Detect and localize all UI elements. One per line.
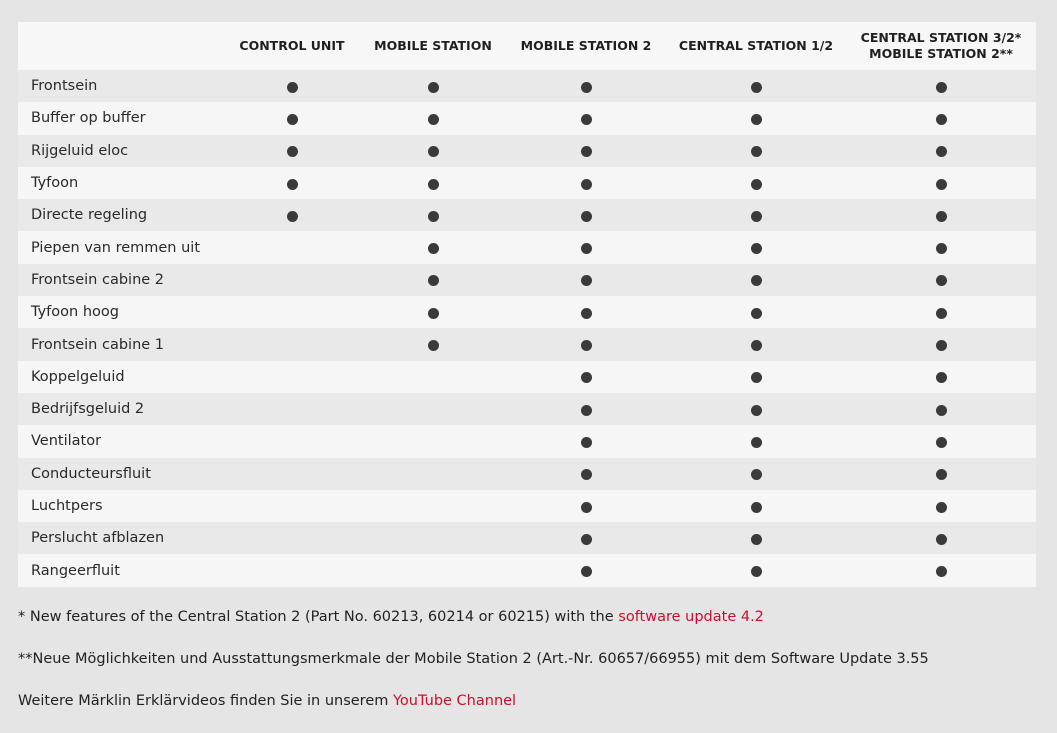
support-cell — [666, 458, 846, 490]
supported-dot-icon — [936, 179, 947, 190]
supported-dot-icon — [581, 82, 592, 93]
table-row — [18, 522, 1036, 554]
supported-dot-icon — [581, 275, 592, 286]
supported-dot-icon — [581, 502, 592, 513]
supported-dot-icon — [936, 469, 947, 480]
support-cell — [360, 425, 506, 457]
supported-dot-icon — [581, 469, 592, 480]
support-cell — [224, 102, 360, 134]
supported-dot-icon — [751, 534, 762, 545]
supported-dot-icon — [751, 437, 762, 448]
support-cell — [666, 102, 846, 134]
support-cell — [506, 70, 666, 102]
footnote-central-station-text: * New features of the Central Station 2 (Part No. 60213, 60214 or 60215) with the — [18, 609, 619, 625]
feature-name: Directe regeling — [31, 207, 148, 224]
support-cell — [506, 167, 666, 199]
support-cell — [846, 554, 1036, 586]
support-cell — [360, 490, 506, 522]
table-row — [18, 264, 1036, 296]
supported-dot-icon — [428, 211, 439, 222]
table-row — [18, 458, 1036, 490]
header-corner-cell — [18, 22, 224, 70]
column-header-control-unit: CONTROL UNIT — [239, 38, 345, 53]
supported-dot-icon — [936, 340, 947, 351]
table-row — [18, 490, 1036, 522]
supported-dot-icon — [936, 534, 947, 545]
supported-dot-icon — [936, 211, 947, 222]
supported-dot-icon — [428, 146, 439, 157]
support-cell — [506, 458, 666, 490]
support-cell — [846, 361, 1036, 393]
supported-dot-icon — [751, 275, 762, 286]
table-row — [18, 361, 1036, 393]
supported-dot-icon — [936, 502, 947, 513]
supported-dot-icon — [751, 308, 762, 319]
footnote-mobile-station-text: **Neue Möglichkeiten und Ausstattungsmerkmale der Mobile Station 2 (Art.-Nr. 60657/66955) mit dem Software Update 3.55 — [18, 651, 929, 667]
footnote-mobile-station — [18, 648, 1038, 690]
support-cell — [846, 522, 1036, 554]
support-cell — [360, 167, 506, 199]
table-row — [18, 135, 1036, 167]
support-cell — [846, 135, 1036, 167]
supported-dot-icon — [287, 211, 298, 222]
footnotes — [18, 606, 1038, 732]
supported-dot-icon — [428, 275, 439, 286]
supported-dot-icon — [581, 405, 592, 416]
support-cell — [224, 328, 360, 360]
supported-dot-icon — [936, 437, 947, 448]
supported-dot-icon — [936, 405, 947, 416]
support-cell — [846, 458, 1036, 490]
supported-dot-icon — [428, 243, 439, 254]
supported-dot-icon — [428, 308, 439, 319]
supported-dot-icon — [428, 340, 439, 351]
supported-dot-icon — [751, 146, 762, 157]
supported-dot-icon — [581, 437, 592, 448]
supported-dot-icon — [936, 114, 947, 125]
support-cell — [224, 264, 360, 296]
support-cell — [224, 361, 360, 393]
support-cell — [666, 264, 846, 296]
support-cell — [506, 102, 666, 134]
supported-dot-icon — [581, 146, 592, 157]
support-cell — [506, 522, 666, 554]
supported-dot-icon — [751, 211, 762, 222]
table-row — [18, 393, 1036, 425]
table-row — [18, 296, 1036, 328]
software-update-link[interactable]: software update 4.2 — [618, 609, 764, 625]
support-cell — [846, 296, 1036, 328]
support-cell — [666, 135, 846, 167]
supported-dot-icon — [581, 179, 592, 190]
table-row — [18, 199, 1036, 231]
supported-dot-icon — [287, 179, 298, 190]
supported-dot-icon — [751, 114, 762, 125]
support-cell — [360, 554, 506, 586]
support-cell — [666, 296, 846, 328]
support-cell — [360, 393, 506, 425]
footnote-videos — [18, 690, 1038, 732]
table-row — [18, 167, 1036, 199]
support-cell — [360, 296, 506, 328]
support-cell — [666, 199, 846, 231]
supported-dot-icon — [936, 566, 947, 577]
support-cell — [506, 393, 666, 425]
support-cell — [506, 264, 666, 296]
support-cell — [360, 199, 506, 231]
support-cell — [846, 328, 1036, 360]
support-cell — [846, 70, 1036, 102]
support-cell — [666, 328, 846, 360]
supported-dot-icon — [751, 340, 762, 351]
support-cell — [360, 522, 506, 554]
feature-name: Tyfoon — [31, 175, 79, 192]
support-cell — [666, 554, 846, 586]
support-cell — [360, 458, 506, 490]
supported-dot-icon — [751, 566, 762, 577]
support-cell — [360, 328, 506, 360]
support-cell — [506, 328, 666, 360]
support-cell — [666, 490, 846, 522]
feature-name: Piepen van remmen uit — [31, 239, 201, 256]
supported-dot-icon — [936, 82, 947, 93]
feature-name: Rijgeluid eloc — [31, 142, 129, 159]
support-cell — [506, 425, 666, 457]
feature-name: Bedrijfsgeluid 2 — [31, 401, 145, 418]
table-row — [18, 70, 1036, 102]
supported-dot-icon — [936, 372, 947, 383]
support-cell — [224, 458, 360, 490]
support-cell — [224, 393, 360, 425]
support-cell — [506, 231, 666, 263]
footnote-central-station — [18, 606, 1038, 648]
supported-dot-icon — [751, 243, 762, 254]
supported-dot-icon — [581, 372, 592, 383]
supported-dot-icon — [581, 243, 592, 254]
supported-dot-icon — [581, 534, 592, 545]
column-header-central-station-32: CENTRAL STATION 3/2* MOBILE STATION 2** — [860, 30, 1022, 61]
supported-dot-icon — [428, 179, 439, 190]
support-cell — [506, 135, 666, 167]
feature-name: Buffer op buffer — [31, 110, 146, 127]
support-cell — [846, 490, 1036, 522]
feature-comparison-table — [18, 22, 1036, 587]
support-cell — [224, 425, 360, 457]
support-cell — [224, 522, 360, 554]
support-cell — [224, 167, 360, 199]
supported-dot-icon — [751, 82, 762, 93]
support-cell — [360, 361, 506, 393]
support-cell — [506, 554, 666, 586]
table-row — [18, 328, 1036, 360]
support-cell — [360, 70, 506, 102]
column-header-central-station-12: CENTRAL STATION 1/2 — [678, 38, 834, 53]
supported-dot-icon — [428, 82, 439, 93]
supported-dot-icon — [751, 179, 762, 190]
table-row — [18, 425, 1036, 457]
support-cell — [360, 231, 506, 263]
supported-dot-icon — [428, 114, 439, 125]
column-header-mobile-station-2: MOBILE STATION 2 — [520, 38, 652, 53]
table-row — [18, 231, 1036, 263]
supported-dot-icon — [936, 146, 947, 157]
supported-dot-icon — [581, 211, 592, 222]
table-row — [18, 554, 1036, 586]
supported-dot-icon — [936, 275, 947, 286]
support-cell — [360, 135, 506, 167]
support-cell — [666, 70, 846, 102]
support-cell — [506, 490, 666, 522]
support-cell — [666, 522, 846, 554]
support-cell — [360, 264, 506, 296]
feature-name: Conducteursfluit — [31, 465, 151, 482]
column-header-mobile-station: MOBILE STATION — [374, 38, 492, 53]
supported-dot-icon — [581, 566, 592, 577]
support-cell — [506, 199, 666, 231]
youtube-channel-link[interactable]: YouTube Channel — [392, 693, 517, 709]
table-header-row — [18, 22, 1036, 70]
support-cell — [224, 70, 360, 102]
support-cell — [666, 231, 846, 263]
supported-dot-icon — [751, 372, 762, 383]
support-cell — [846, 393, 1036, 425]
supported-dot-icon — [581, 308, 592, 319]
feature-name: Frontsein — [31, 78, 98, 95]
table-row — [18, 102, 1036, 134]
support-cell — [224, 296, 360, 328]
support-cell — [224, 135, 360, 167]
support-cell — [666, 393, 846, 425]
supported-dot-icon — [287, 114, 298, 125]
support-cell — [846, 102, 1036, 134]
feature-name: Frontsein cabine 1 — [31, 336, 165, 353]
footnote-videos-text: Weitere Märklin Erklärvideos finden Sie in unserem — [18, 693, 393, 709]
support-cell — [506, 361, 666, 393]
support-cell — [846, 425, 1036, 457]
support-cell — [224, 490, 360, 522]
support-cell — [224, 554, 360, 586]
support-cell — [846, 199, 1036, 231]
table-body — [18, 70, 1036, 587]
support-cell — [224, 199, 360, 231]
support-cell — [666, 167, 846, 199]
supported-dot-icon — [581, 114, 592, 125]
support-cell — [846, 264, 1036, 296]
feature-name: Tyfoon hoog — [31, 304, 119, 321]
support-cell — [506, 296, 666, 328]
supported-dot-icon — [751, 502, 762, 513]
feature-name: Rangeerfluit — [31, 562, 120, 579]
feature-name: Perslucht afblazen — [31, 530, 165, 547]
support-cell — [360, 102, 506, 134]
feature-name: Koppelgeluid — [31, 368, 125, 385]
support-cell — [846, 167, 1036, 199]
support-cell — [666, 425, 846, 457]
support-cell — [666, 361, 846, 393]
feature-table-container — [18, 22, 1036, 587]
support-cell — [224, 231, 360, 263]
feature-name: Luchtpers — [31, 498, 103, 514]
support-cell — [846, 231, 1036, 263]
supported-dot-icon — [936, 243, 947, 254]
supported-dot-icon — [287, 82, 298, 93]
feature-name: Frontsein cabine 2 — [31, 271, 165, 288]
supported-dot-icon — [581, 340, 592, 351]
supported-dot-icon — [751, 405, 762, 416]
supported-dot-icon — [936, 308, 947, 319]
feature-name: Ventilator — [31, 433, 102, 450]
supported-dot-icon — [751, 469, 762, 480]
supported-dot-icon — [287, 146, 298, 157]
